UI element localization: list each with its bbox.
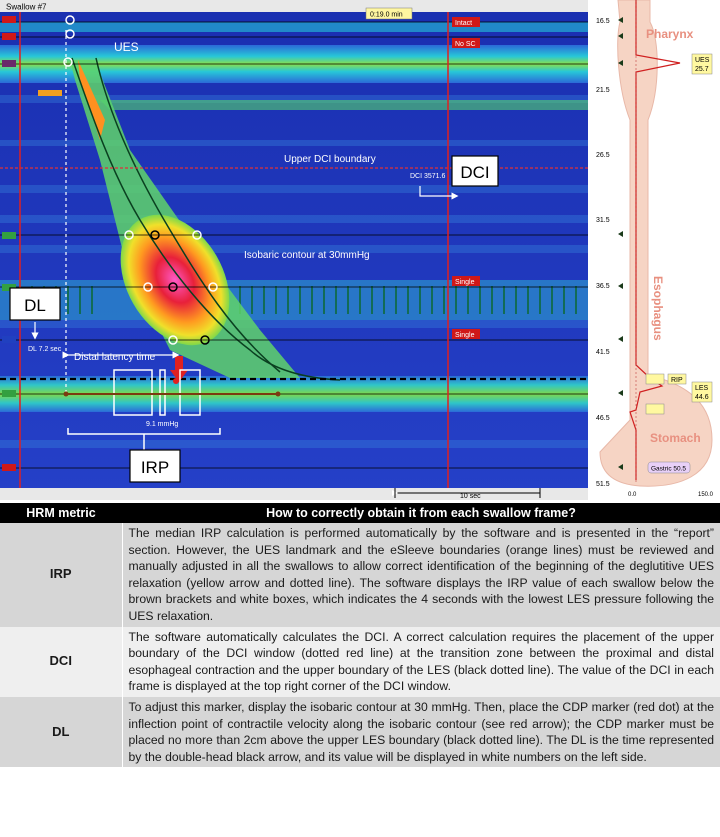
metric-cell: IRP — [0, 523, 122, 627]
metric-cell: DL — [0, 697, 122, 767]
irp-value-text: 9.1 mmHg — [146, 421, 179, 428]
svg-text:21.5: 21.5 — [596, 87, 610, 94]
svg-text:36.5: 36.5 — [596, 283, 610, 290]
table-header-row — [0, 503, 720, 523]
gastric-label: Gastric 50.5 — [651, 465, 687, 473]
table-row — [0, 697, 720, 767]
pharynx-label: Pharynx — [646, 27, 694, 41]
upper-dci-label: Upper DCI boundary — [284, 154, 376, 165]
svg-text:16.5: 16.5 — [596, 18, 610, 25]
ues-anatomy-value: 25.7 — [695, 66, 709, 73]
header-description: How to correctly obtain it from each swallow frame? — [122, 503, 720, 523]
les-anatomy-value: 44.6 — [695, 394, 709, 401]
svg-text:41.5: 41.5 — [596, 349, 610, 356]
svg-text:46.5: 46.5 — [596, 415, 610, 422]
description-cell: The median IRP calculation is performed automatically by the software and is presented in the “report” section. However, the UES landmark and the eSleeve boundaries (orange lines) must be reviewed and manually adjusted in all the swallows to allow correct identification of the beginning of the deglutitive UES relaxation (yellow arrow and dotted line). The software displays the IRP value of each swallow below the brown brackets and white boxes, which indicates the 4 seconds with the lowest LES pressure following the UES relaxation. — [122, 523, 720, 627]
header-metric: HRM metric — [0, 503, 122, 523]
esophageal-body-band — [0, 280, 588, 320]
ues-anatomy-label: UES — [695, 57, 710, 64]
metric-cell: DCI — [0, 627, 122, 697]
time-scale-label: 10 sec — [460, 493, 481, 500]
tag-single-2: Single — [455, 332, 475, 339]
dl-value-text: DL 7.2 sec — [28, 346, 62, 353]
les-anatomy-label: LES — [695, 385, 709, 392]
stomach-label: Stomach — [650, 431, 701, 445]
irp-callout: IRP — [140, 458, 170, 477]
svg-text:51.5: 51.5 — [596, 481, 610, 488]
ues-landmark-marker[interactable] — [38, 90, 62, 96]
tag-intact: Intact — [455, 20, 473, 27]
description-cell: To adjust this marker, display the isobaric contour at 30 mmHg. Then, place the CDP marker (red dot) at the inflection point of contractile velocity along the isobaric contour (see red arrow); the CDP marker must be placed no more than 2cm above the upper LES boundary (black dotted line). The DL is the time represented by the double-head black arrow, and its value will be displayed in white numbers on the left side. — [122, 697, 720, 767]
tag-single-1: Single — [455, 279, 475, 286]
axis-min: 0.0 — [628, 492, 637, 498]
hrm-metric-table — [0, 503, 720, 767]
dl-callout: DL — [24, 296, 46, 315]
svg-text:31.5: 31.5 — [596, 217, 610, 224]
ues-label: UES — [114, 40, 139, 54]
swallow-title: Swallow #7 — [6, 2, 47, 12]
dci-value-text: DCI 3571.6 — [410, 173, 446, 180]
esophagus-label: Esophagus — [651, 276, 665, 341]
table-row — [0, 523, 720, 627]
dci-callout: DCI — [460, 163, 490, 182]
axis-max: 150.0 — [698, 492, 714, 498]
distal-latency-label: Distal latency time — [74, 352, 156, 363]
description-cell: The software automatically calculates the DCI. A correct calculation requires the placement of the upper boundary of the DCI window (dotted red line) at the transition zone between the proximal and distal esophageal contraction and the upper boundary of the LES (black dotted line). The value of the DCI in each frame is displayed at the top right corner of the DCI window. — [122, 627, 720, 697]
svg-text:26.5: 26.5 — [596, 152, 610, 159]
table-row — [0, 627, 720, 697]
tag-no-sc: No SC — [455, 41, 476, 48]
rip-label: RIP — [671, 377, 683, 384]
isobaric-label: Isobaric contour at 30mmHg — [244, 250, 370, 261]
time-box-text: 0:19.0 min — [370, 11, 403, 19]
